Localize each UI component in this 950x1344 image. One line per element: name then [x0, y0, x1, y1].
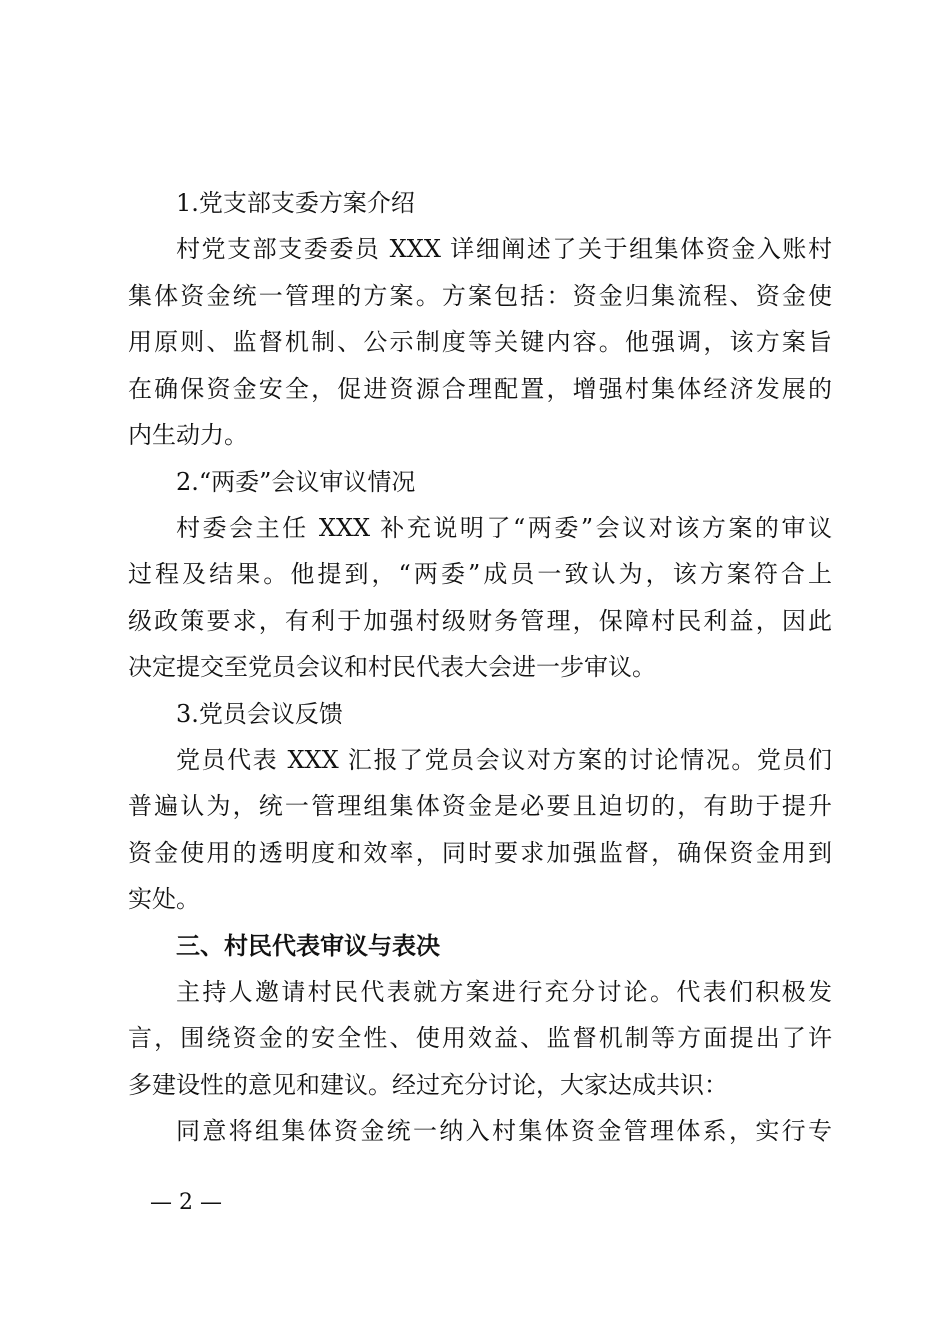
paragraph-line: 在确保资金安全，促进资源合理配置，增强村集体经济发展的 — [128, 374, 832, 403]
page-number: — 2 — — [150, 1190, 222, 1215]
paragraph-line: 级政策要求，有利于加强村级财务管理，保障村民利益，因此 — [128, 606, 832, 635]
paragraph-line: 多建设性的意见和建议。经过充分讨论，大家达成共识： — [128, 1070, 728, 1099]
paragraph-line: 同意将组集体资金统一纳入村集体资金管理体系，实行专 — [176, 1117, 832, 1145]
paragraph-line: 决定提交至党员会议和村民代表大会进一步审议。 — [128, 653, 656, 681]
document-body — [128, 180, 832, 1155]
paragraph-line: 言，围绕资金的安全性、使用效益、监督机制等方面提出了许 — [128, 1024, 832, 1052]
paragraph-line: 党员代表 XXX 汇报了党员会议对方案的讨论情况。党员们 — [176, 745, 832, 774]
section-heading-1: 1.党支部支委方案介绍 — [176, 189, 415, 217]
paragraph-line: 村党支部支委委员 XXX 详细阐述了关于组集体资金入账村 — [176, 235, 832, 263]
paragraph-line: 用原则、监督机制、公示制度等关键内容。他强调，该方案旨 — [128, 328, 832, 356]
paragraph-3 — [128, 737, 832, 923]
paragraph-line: 主持人邀请村民代表就方案进行充分讨论。代表们积极发 — [176, 977, 832, 1006]
paragraph-5 — [128, 1108, 832, 1155]
paragraph-line: 实处。 — [128, 885, 200, 913]
section-heading-2: 2.“两委”会议审议情况 — [176, 467, 416, 496]
paragraph-2 — [128, 505, 832, 691]
paragraph-1 — [128, 226, 832, 459]
section-heading-4: 三、村民代表审议与表决 — [176, 931, 440, 960]
paragraph-line: 村委会主任 XXX 补充说明了“两委”会议对该方案的审议 — [176, 513, 832, 542]
section-heading-3: 3.党员会议反馈 — [176, 699, 343, 728]
paragraph-line: 普遍认为，统一管理组集体资金是必要且迫切的，有助于提升 — [128, 792, 832, 820]
paragraph-line: 资金使用的透明度和效率，同时要求加强监督，确保资金用到 — [128, 838, 832, 867]
paragraph-line: 集体资金统一管理的方案。方案包括：资金归集流程、资金使 — [128, 281, 832, 310]
paragraph-line: 过程及结果。他提到，“两委”成员一致认为，该方案符合上 — [128, 560, 832, 588]
paragraph-line: 内生动力。 — [128, 421, 248, 449]
paragraph-4 — [128, 969, 832, 1109]
